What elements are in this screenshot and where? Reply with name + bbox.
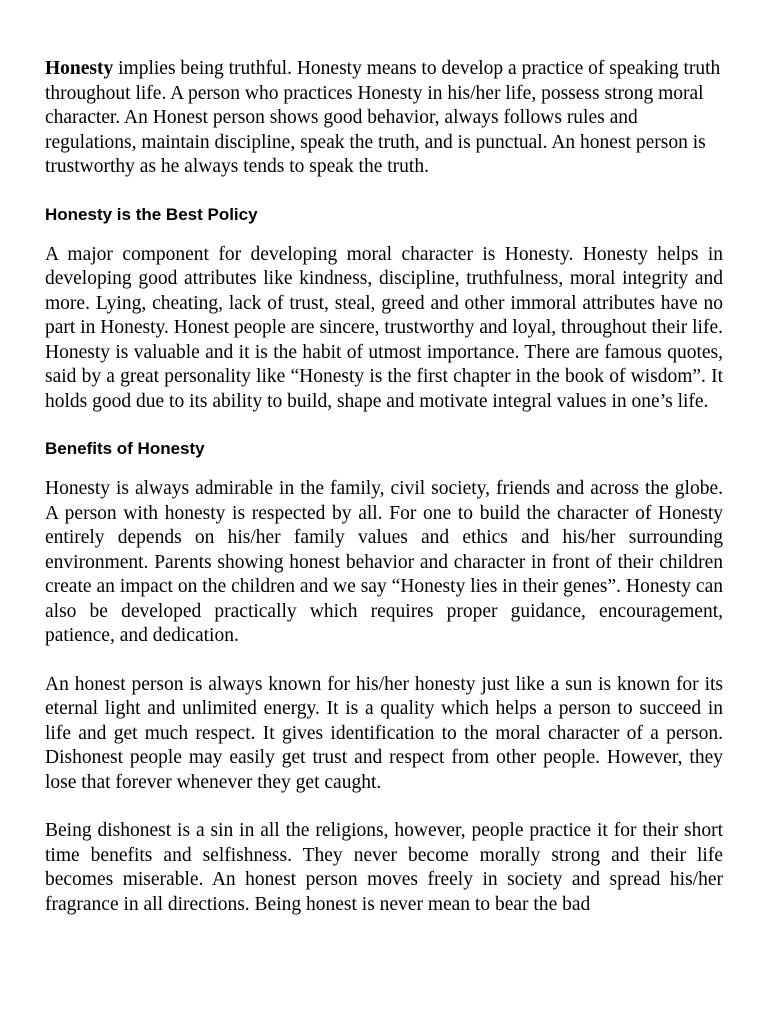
intro-paragraph [45,57,723,180]
section-heading-best-policy: Honesty is the Best Policy [45,204,258,224]
benefits-paragraph-3: Being dishonest is a sin in all the religions, however, people practice it for their short time benefits and selfishness. They never become morally strong and their life becomes miserable. An honest person moves freely in society and spread his/her fragrance in all directions. Being honest is never mean to bear the bad [45,820,723,915]
best-policy-paragraph: A major component for developing moral character is Honesty. Honesty helps in developing good attributes like kindness, discipline, truthfulness, moral integrity and more. Lying, cheating, lack of trust, steal, greed and other immoral attributes have no part in Honesty. Honest people are sincere, trustworthy and loyal, throughout their life. Honesty is valuable and it is the habit of utmost importance. There are famous quotes, said by a great personality like “Honesty is the first chapter in the book of wisdom”. It holds good due to its ability to build, shape and motivate integral values in one’s life. [45,243,723,412]
benefits-paragraph-1: Honesty is always admirable in the family, civil society, friends and across the globe. A person with honesty is respected by all. For one to build the character of Honesty entirely depends on his/her family values and ethics and his/her surrounding environment. Parents showing honest behavior and character in front of their children create an impact on the children and we say “Honesty lies in their genes”. Honesty can also be developed practically which requires proper guidance, encouragement, patience, and dedication. [45,478,723,646]
benefits-paragraph-2: An honest person is always known for his/her honesty just like a sun is known for its eternal light and unlimited energy. It is a quality which helps a person to succeed in life and get much respect. It gives identification to the moral character of a person. Dishonest people may easily get trust and respect from other people. However, they lose that forever whenever they get caught. [45,673,723,793]
intro-text: implies being truthful. Honesty means to develop a practice of speaking truth throughout life. A person who practices Honesty in his/her life, possess strong moral character. An Honest person shows good behavior, always follows rules and regulations, maintain discipline, speak the truth, and is punctual. An honest person is trustworthy as he always tends to speak the truth. [45,58,721,177]
document-page [45,57,723,941]
section-heading-benefits: Benefits of Honesty [45,439,205,458]
intro-lead-word: Honesty [45,58,114,79]
